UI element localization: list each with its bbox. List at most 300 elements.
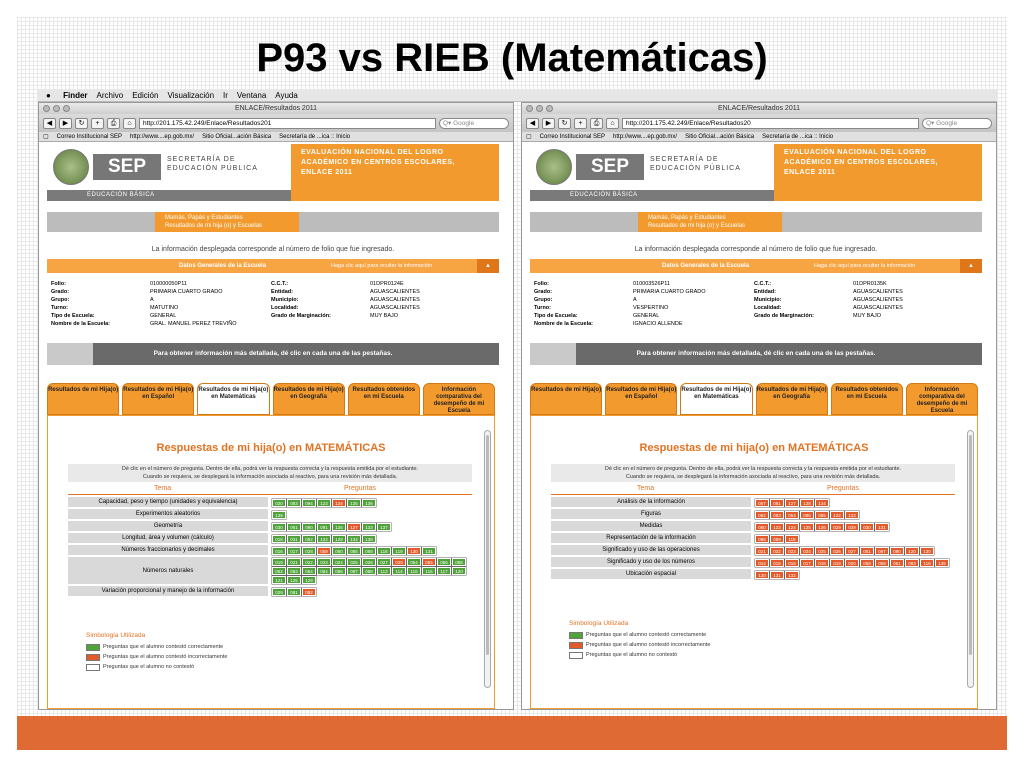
- question-button[interactable]: 029: [845, 523, 859, 531]
- instructions-text: Dé clic en el número de pregunta. Dentro de ella, podrá ver la respuesta correcta y la respuesta emitida por el estudiante. Cuando se requiera, se desplegará la información asociada al reactivo, para una revisión más detallada.: [68, 464, 472, 482]
- school-data-cell: A: [633, 297, 637, 303]
- question-button[interactable]: 058: [860, 559, 874, 567]
- school-data-cell: Nombre de la Escuela:: [534, 321, 593, 327]
- question-button[interactable]: 019: [830, 559, 844, 567]
- question-button[interactable]: 028: [302, 547, 316, 555]
- legend-label: Preguntas que el alumno no contestó: [103, 664, 195, 670]
- bookmark-item[interactable]: Secretaría de ...ica :: Inicio: [762, 134, 834, 140]
- reload-button[interactable]: ↻: [75, 118, 88, 129]
- result-tabs: [530, 383, 978, 415]
- question-button[interactable]: 139: [272, 511, 286, 519]
- school-data-row: [534, 296, 974, 304]
- question-button[interactable]: 015: [770, 559, 784, 567]
- school-data-cell: Grupo:: [51, 297, 70, 303]
- details-hint-text: Para obtener información más detallada, dé clic en cada una de las pestañas.: [153, 350, 393, 357]
- question-button[interactable]: 125: [287, 576, 301, 584]
- info-text: La información desplegada corresponde al número de folio que fue ingresado.: [151, 246, 395, 253]
- topic-name: Significado y uso de los números: [551, 557, 751, 567]
- question-button[interactable]: 081: [287, 588, 301, 596]
- school-data-cell: GRAL. MANUEL PEREZ TREVIÑO: [150, 321, 237, 327]
- result-tabs: [47, 383, 495, 415]
- question-button[interactable]: 018: [815, 559, 829, 567]
- question-button[interactable]: 085: [800, 511, 814, 519]
- page-content: [39, 142, 513, 709]
- mamas-label[interactable]: Mamás, Papás y Estudiantes Resultados de mi hija (o) y Escuelas: [155, 212, 299, 232]
- forward-button[interactable]: ▶: [542, 118, 555, 129]
- question-button[interactable]: 131: [875, 523, 889, 531]
- header-divider: [551, 494, 955, 495]
- question-button[interactable]: 132: [785, 571, 799, 579]
- bookmark-item[interactable]: Correo Institucional SEP: [56, 134, 123, 140]
- question-button[interactable]: 127: [347, 523, 361, 531]
- school-data-table: [51, 280, 491, 328]
- bookmark-item[interactable]: http://www....ep.gob.mx/: [130, 134, 195, 140]
- hide-info-link[interactable]: Haga clic aquí para ocultar la información: [814, 263, 916, 269]
- topic-row: [551, 569, 955, 579]
- bookmark-item[interactable]: Sitio Oficial...ación Básica: [202, 134, 272, 140]
- tab-1[interactable]: Resultados de mi Hija(o): [530, 383, 602, 415]
- question-button[interactable]: 021: [287, 558, 301, 566]
- question-buttons: [751, 497, 955, 507]
- school-data-cell: Tipo de Escuela:: [51, 313, 95, 319]
- question-button[interactable]: 116: [422, 567, 436, 575]
- question-button[interactable]: 120: [905, 547, 919, 555]
- school-data-cell: Grado de Marginación:: [271, 313, 331, 319]
- question-button[interactable]: 081: [770, 499, 784, 507]
- school-data-cell: GENERAL: [150, 313, 177, 319]
- question-button[interactable]: 083: [905, 559, 919, 567]
- question-button[interactable]: 114: [392, 567, 406, 575]
- scrollbar[interactable]: [967, 430, 974, 688]
- school-data-cell: Localidad:: [754, 305, 782, 311]
- mamas-label[interactable]: Mamás, Papás y Estudiantes Resultados de mi hija (o) y Escuelas: [638, 212, 782, 232]
- question-buttons: [751, 509, 955, 519]
- question-button[interactable]: 031: [287, 535, 301, 543]
- school-data-cell: Folio:: [534, 281, 549, 287]
- question-button[interactable]: 023: [785, 547, 799, 555]
- school-data-row: [51, 296, 491, 304]
- legend-label: Preguntas que el alumno contestó incorrectamente: [586, 642, 711, 648]
- school-data-cell: Grado:: [534, 289, 553, 295]
- browser-toolbar: [522, 114, 996, 132]
- topic-name: Longitud, área y volumen (cálculo): [68, 533, 268, 543]
- url-bar[interactable]: http://201.175.42.249/Enlace/Resultados201: [139, 118, 436, 129]
- scroll-thumb[interactable]: [486, 435, 489, 655]
- question-button[interactable]: 061: [890, 559, 904, 567]
- question-button[interactable]: 115: [407, 567, 421, 575]
- question-button[interactable]: 094: [302, 499, 316, 507]
- question-button[interactable]: 138: [362, 535, 376, 543]
- topic-name: Geometría: [68, 521, 268, 531]
- window-title: ENLACE/Resultados 2011: [718, 105, 800, 112]
- menu-item-archivo[interactable]: Archivo: [96, 91, 124, 100]
- question-buttons: [751, 545, 955, 555]
- book-icon[interactable]: ▢: [526, 134, 532, 140]
- question-button[interactable]: 056: [437, 558, 451, 566]
- question-button[interactable]: 087: [875, 547, 889, 555]
- site-header: [47, 144, 499, 190]
- tab-4[interactable]: Resultados de mi Hija(o) en Geografía: [273, 383, 345, 415]
- tab-1[interactable]: Resultados de mi Hija(o): [47, 383, 119, 415]
- educacion-basica-label: EDUCACIÓN BÁSICA: [570, 192, 638, 198]
- legend-swatch: [569, 632, 583, 639]
- topic-row: [68, 521, 472, 531]
- tab-2[interactable]: Resultados de mi Hija(o) en Español: [122, 383, 194, 415]
- question-button[interactable]: 086: [332, 567, 346, 575]
- question-button[interactable]: 119: [920, 559, 934, 567]
- question-button[interactable]: 088: [755, 535, 769, 543]
- question-button[interactable]: 125: [800, 523, 814, 531]
- bookmarks-bar: [522, 132, 996, 142]
- home-icon[interactable]: ⌂: [123, 118, 136, 129]
- question-button[interactable]: 059: [875, 559, 889, 567]
- forward-button[interactable]: ▶: [59, 118, 72, 129]
- school-data-cell: Nombre de la Escuela:: [51, 321, 110, 327]
- question-button[interactable]: 022: [302, 558, 316, 566]
- close-button[interactable]: [43, 105, 50, 112]
- tab-3[interactable]: Resultados de mi Hija(o) en Matemáticas: [197, 383, 269, 415]
- question-buttons: [268, 586, 472, 596]
- question-button[interactable]: 122: [317, 535, 331, 543]
- question-button[interactable]: 062: [755, 511, 769, 519]
- question-button[interactable]: 117: [437, 567, 451, 575]
- question-button[interactable]: 025: [815, 547, 829, 555]
- topic-row: [68, 557, 472, 584]
- question-button[interactable]: 058: [452, 558, 466, 566]
- question-button[interactable]: 055: [422, 558, 436, 566]
- legend-label: Preguntas que el alumno contestó incorrectamente: [103, 654, 228, 660]
- question-button[interactable]: 126: [332, 523, 346, 531]
- legend-label: Preguntas que el alumno contestó correctamente: [586, 632, 707, 638]
- question-button[interactable]: 124: [332, 499, 346, 507]
- secretaria-label: SECRETARÍA DE EDUCACIÓN PÚBLICA: [650, 156, 741, 172]
- site-header: [530, 144, 982, 190]
- question-button[interactable]: 016: [272, 547, 286, 555]
- question-button[interactable]: 018: [272, 535, 286, 543]
- gray-block: [47, 343, 93, 365]
- question-button[interactable]: 085: [347, 547, 361, 555]
- legend-swatch: [86, 664, 100, 671]
- topic-name: Análisis de la información: [551, 497, 751, 507]
- question-button[interactable]: 054: [407, 558, 421, 566]
- question-button[interactable]: 064: [302, 567, 316, 575]
- question-button[interactable]: 123: [770, 523, 784, 531]
- topic-row: [551, 557, 955, 567]
- question-button[interactable]: 027: [377, 558, 391, 566]
- menu-item-ir[interactable]: Ir: [223, 91, 228, 100]
- datos-generales-title: Datos Generales de la Escuela: [662, 263, 750, 269]
- question-button[interactable]: 082: [302, 588, 316, 596]
- question-buttons: [751, 557, 955, 567]
- back-button[interactable]: ◀: [43, 118, 56, 129]
- datos-generales-bar[interactable]: [530, 259, 982, 273]
- school-data-cell: C.C.T.:: [754, 281, 772, 287]
- question-button[interactable]: 127: [785, 499, 799, 507]
- col-preguntas: Preguntas: [344, 485, 376, 492]
- legend-swatch: [569, 652, 583, 659]
- question-button[interactable]: 130: [920, 547, 934, 555]
- question-button[interactable]: 030: [272, 523, 286, 531]
- question-button[interactable]: 130: [755, 571, 769, 579]
- topic-name: Experimentos aleatorios: [68, 509, 268, 519]
- school-data-row: [51, 304, 491, 312]
- zoom-button[interactable]: [546, 105, 553, 112]
- question-button[interactable]: 030: [860, 523, 874, 531]
- question-button[interactable]: 090: [302, 523, 316, 531]
- add-tab-button[interactable]: +: [91, 118, 104, 129]
- question-button[interactable]: 128: [332, 535, 346, 543]
- question-button[interactable]: 020: [272, 499, 286, 507]
- mamas-band: [530, 212, 982, 232]
- col-tema: Tema: [154, 485, 172, 492]
- collapse-arrow-icon[interactable]: ▲: [477, 259, 499, 273]
- school-data-cell: AGUASCALIENTES: [370, 297, 420, 303]
- question-button[interactable]: 128: [800, 499, 814, 507]
- question-buttons: [751, 533, 955, 543]
- mamas-band: [47, 212, 499, 232]
- question-button[interactable]: 020: [845, 559, 859, 567]
- reload-button[interactable]: ↻: [558, 118, 571, 129]
- school-data-cell: A: [150, 297, 154, 303]
- question-button[interactable]: 089: [770, 535, 784, 543]
- page-content: [522, 142, 996, 709]
- slide-bottom-bar: [17, 716, 1007, 750]
- question-button[interactable]: 016: [785, 559, 799, 567]
- question-button[interactable]: 029: [392, 558, 406, 566]
- school-data-cell: AGUASCALIENTES: [853, 289, 903, 295]
- browser-window: [521, 102, 997, 710]
- menu-item-edición[interactable]: Edición: [132, 91, 159, 100]
- question-button[interactable]: 060: [755, 523, 769, 531]
- school-data-cell: [271, 320, 370, 328]
- minimize-button[interactable]: [53, 105, 60, 112]
- menu-item-finder[interactable]: Finder: [63, 91, 88, 100]
- question-button[interactable]: 087: [347, 567, 361, 575]
- tab-6[interactable]: Información comparativa del desempeño de mi Escuela: [906, 383, 978, 415]
- legend-item: [86, 652, 227, 662]
- question-button[interactable]: 120: [452, 567, 466, 575]
- question-button[interactable]: 024: [800, 547, 814, 555]
- close-button[interactable]: [526, 105, 533, 112]
- legend-item: [86, 662, 227, 672]
- question-button[interactable]: 126: [815, 523, 829, 531]
- book-icon[interactable]: ▢: [43, 134, 49, 140]
- band-orange: [291, 190, 499, 201]
- tab-4[interactable]: Resultados de mi Hija(o) en Geografía: [756, 383, 828, 415]
- browser-toolbar: [39, 114, 513, 132]
- respuestas-title: Respuestas de mi hija(o) en MATEMÁTICAS: [639, 442, 869, 454]
- legend-title: Simbología Utilizada: [86, 632, 146, 639]
- topic-row: [68, 497, 472, 507]
- question-button[interactable]: 017: [800, 559, 814, 567]
- question-button[interactable]: 064: [785, 511, 799, 519]
- scrollbar[interactable]: [484, 430, 491, 688]
- legend-item: [86, 642, 227, 652]
- school-data-row: [51, 288, 491, 296]
- browser-window: [38, 102, 514, 710]
- question-button[interactable]: 089: [362, 547, 376, 555]
- zoom-button[interactable]: [63, 105, 70, 112]
- school-data-row: [534, 288, 974, 296]
- school-data-cell: 010003526P11: [633, 281, 670, 287]
- tab-2[interactable]: Resultados de mi Hija(o) en Español: [605, 383, 677, 415]
- search-field[interactable]: Q▾ Google: [922, 118, 992, 129]
- questions-table: [551, 497, 955, 581]
- back-button[interactable]: ◀: [526, 118, 539, 129]
- window-titlebar: [522, 103, 996, 114]
- tab-5[interactable]: Resultados obtenidos en mi Escuela: [348, 383, 420, 415]
- question-button[interactable]: 123: [317, 499, 331, 507]
- topic-name: Variación proporcional y manejo de la información: [68, 586, 268, 596]
- school-data-cell: Grupo:: [534, 297, 553, 303]
- question-button[interactable]: 083: [770, 511, 784, 519]
- mexico-seal-icon: [53, 149, 89, 185]
- question-button[interactable]: 060: [332, 547, 346, 555]
- legend-swatch: [86, 654, 100, 661]
- question-button[interactable]: 137: [377, 523, 391, 531]
- url-bar[interactable]: http://201.175.42.249/Enlace/Resultados20: [622, 118, 919, 129]
- question-button[interactable]: 023: [317, 558, 331, 566]
- school-data-cell: Localidad:: [271, 305, 299, 311]
- question-button[interactable]: 022: [770, 547, 784, 555]
- question-buttons: [268, 557, 472, 584]
- question-button[interactable]: 090: [890, 547, 904, 555]
- question-button[interactable]: 051: [860, 547, 874, 555]
- apple-icon[interactable]: ●: [46, 91, 51, 100]
- question-button[interactable]: 026: [830, 547, 844, 555]
- topic-row: [551, 497, 955, 507]
- menu-item-ayuda[interactable]: Ayuda: [275, 91, 298, 100]
- question-button[interactable]: 019: [272, 558, 286, 566]
- sep-logo: SEP: [93, 154, 161, 180]
- question-button[interactable]: 131: [770, 571, 784, 579]
- educacion-basica-band: [47, 190, 499, 201]
- legend-item: [569, 650, 710, 660]
- respuestas-title: Respuestas de mi hija(o) en MATEMÁTICAS: [156, 442, 386, 454]
- question-buttons: [268, 497, 472, 507]
- question-button[interactable]: 083: [287, 499, 301, 507]
- school-data-row: [534, 312, 974, 320]
- question-button[interactable]: 133: [845, 511, 859, 519]
- school-data-table: [534, 280, 974, 328]
- school-data-cell: PRIMARIA CUARTO GRADO: [633, 289, 706, 295]
- question-button[interactable]: 026: [362, 558, 376, 566]
- secretaria-label: SECRETARÍA DE EDUCACIÓN PÚBLICA: [167, 156, 258, 172]
- question-button[interactable]: 014: [755, 559, 769, 567]
- tab-6[interactable]: Información comparativa del desempeño de mi Escuela: [423, 383, 495, 415]
- bookmark-item[interactable]: Correo Institucional SEP: [539, 134, 606, 140]
- question-button[interactable]: 092: [302, 535, 316, 543]
- legend-label: Preguntas que el alumno no contestó: [586, 652, 678, 658]
- question-button[interactable]: 021: [755, 547, 769, 555]
- bookmark-item[interactable]: Sitio Oficial...ación Básica: [685, 134, 755, 140]
- topic-row: [68, 545, 472, 555]
- sep-logo: SEP: [576, 154, 644, 180]
- tab-5[interactable]: Resultados obtenidos en mi Escuela: [831, 383, 903, 415]
- question-button[interactable]: 024: [332, 558, 346, 566]
- question-button[interactable]: 131: [422, 547, 436, 555]
- traffic-lights: [43, 105, 73, 116]
- question-button[interactable]: 122: [830, 511, 844, 519]
- details-hint-text: Para obtener información más detallada, dé clic en cada una de las pestañas.: [636, 350, 876, 357]
- school-data-cell: Entidad:: [271, 289, 293, 295]
- menu-item-visualización[interactable]: Visualización: [167, 91, 215, 100]
- question-buttons: [751, 569, 955, 579]
- legend-label: Preguntas que el alumno contestó correctamente: [103, 644, 224, 650]
- bookmark-item[interactable]: http://www....ep.gob.mx/: [613, 134, 678, 140]
- minimize-button[interactable]: [536, 105, 543, 112]
- question-button[interactable]: 121: [272, 576, 286, 584]
- menu-item-ventana[interactable]: Ventana: [236, 91, 267, 100]
- topic-name: Figuras: [551, 509, 751, 519]
- home-icon[interactable]: ⌂: [606, 118, 619, 129]
- question-button[interactable]: 063: [287, 567, 301, 575]
- slide-title: P93 vs RIEB (Matemáticas): [256, 36, 768, 80]
- question-buttons: [268, 509, 472, 519]
- question-button[interactable]: 135: [935, 559, 949, 567]
- question-button[interactable]: 084: [317, 567, 331, 575]
- print-icon[interactable]: ⎙: [107, 118, 120, 129]
- question-button[interactable]: 134: [815, 499, 829, 507]
- collapse-arrow-icon[interactable]: ▲: [960, 259, 982, 273]
- question-button[interactable]: 027: [845, 547, 859, 555]
- question-button[interactable]: 059: [317, 547, 331, 555]
- question-buttons: [268, 521, 472, 531]
- question-button[interactable]: 129: [302, 576, 316, 584]
- question-button[interactable]: 130: [407, 547, 421, 555]
- question-button[interactable]: 085: [815, 511, 829, 519]
- question-button[interactable]: 062: [272, 567, 286, 575]
- question-buttons: [268, 533, 472, 543]
- school-data-cell: GENERAL: [633, 313, 660, 319]
- print-icon[interactable]: ⎙: [590, 118, 603, 129]
- search-field[interactable]: Q▾ Google: [439, 118, 509, 129]
- school-data-cell: [853, 320, 974, 328]
- bookmark-item[interactable]: Secretaría de ...ica :: Inicio: [279, 134, 351, 140]
- datos-generales-bar[interactable]: [47, 259, 499, 273]
- topic-name: Significado y uso de las operaciones: [551, 545, 751, 555]
- add-tab-button[interactable]: +: [574, 118, 587, 129]
- question-button[interactable]: 118: [377, 547, 391, 555]
- question-button[interactable]: 057: [755, 499, 769, 507]
- question-button[interactable]: 061: [287, 523, 301, 531]
- question-button[interactable]: 091: [317, 523, 331, 531]
- question-button[interactable]: 136: [362, 499, 376, 507]
- question-button[interactable]: 118: [785, 535, 799, 543]
- educacion-basica-label: EDUCACIÓN BÁSICA: [87, 192, 155, 198]
- details-hint-bar: [47, 343, 499, 365]
- mac-menubar: [38, 90, 997, 102]
- question-button[interactable]: 088: [362, 567, 376, 575]
- legend-item: [569, 630, 710, 640]
- topic-name: Capacidad, peso y tiempo (unidades y equivalencia): [68, 497, 268, 507]
- info-text: La información desplegada corresponde al número de folio que fue ingresado.: [634, 246, 878, 253]
- question-button[interactable]: 029: [830, 523, 844, 531]
- question-button[interactable]: 113: [377, 567, 391, 575]
- school-data-cell: Tipo de Escuela:: [534, 313, 578, 319]
- question-button[interactable]: 133: [362, 523, 376, 531]
- question-button[interactable]: 119: [392, 547, 406, 555]
- question-button[interactable]: 029: [272, 588, 286, 596]
- question-button[interactable]: 135: [347, 499, 361, 507]
- hide-info-link[interactable]: Haga clic aquí para ocultar la información: [331, 263, 433, 269]
- scroll-thumb[interactable]: [969, 435, 972, 655]
- question-button[interactable]: 134: [347, 535, 361, 543]
- question-button[interactable]: 025: [347, 558, 361, 566]
- question-button[interactable]: 017: [287, 547, 301, 555]
- tab-3[interactable]: Resultados de mi Hija(o) en Matemáticas: [680, 383, 752, 415]
- question-button[interactable]: 124: [785, 523, 799, 531]
